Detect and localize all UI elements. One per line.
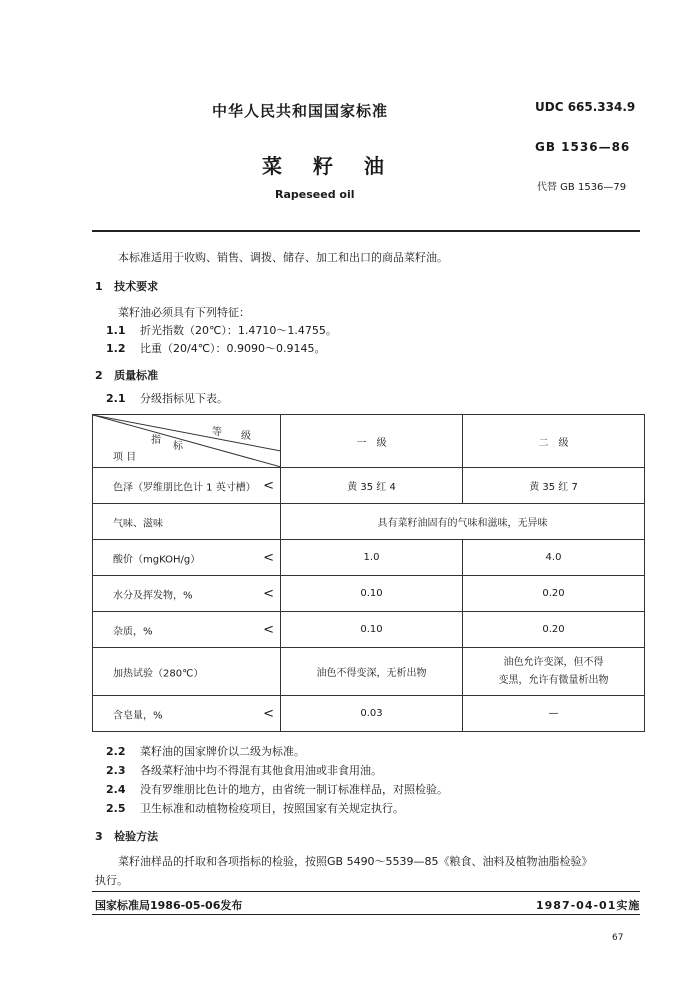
grade-1-value: 0.10 [281, 576, 463, 612]
row-item: 杂质，% [113, 626, 153, 637]
grade-2-value-line: 变黑，允许有微量析出物 [498, 674, 609, 686]
grade-1-value: 油色不得变深，无析出物 [281, 648, 463, 696]
clause-text: 比重（20/4℃）：0.9090～0.9145。 [140, 342, 326, 355]
clause-text: 菜籽油的国家牌价以二级为标准。 [140, 745, 305, 758]
section-title: 检验方法 [114, 830, 159, 843]
table-row [93, 504, 645, 540]
clause-number: 1.1 [106, 324, 126, 337]
clause-2-5 [106, 800, 404, 816]
header-grade-1: 一 级 [281, 415, 463, 468]
table-row [93, 540, 645, 576]
header-grade-2: 二 级 [463, 415, 645, 468]
grade-table [92, 414, 645, 732]
header-divider [92, 230, 640, 232]
page-number: 67 [612, 933, 624, 943]
clause-2-3 [106, 762, 382, 778]
less-than-sign: < [263, 550, 274, 565]
row-item: 气味、滋味 [113, 518, 163, 529]
clause-text: 折光指数（20℃）：1.4710～1.4755。 [140, 324, 337, 337]
grade-2-value: — [463, 696, 645, 732]
table-row [93, 612, 645, 648]
table-row [93, 468, 645, 504]
clause-text: 各级菜籽油中均不得混有其他食用油或非食用油。 [140, 764, 382, 777]
section-3-text-line-2: 执行。 [95, 874, 128, 887]
table-row [93, 696, 645, 732]
row-item: 加热试验（280℃） [113, 668, 204, 679]
header-label-deng: 等 [212, 427, 222, 438]
replaces-note: 代替 GB 1536—79 [537, 182, 627, 193]
grade-2-value-line: 油色允许变深，但不得 [503, 656, 604, 668]
header-label-xiangmu: 项 目 [113, 452, 137, 463]
section-title: 质量标准 [114, 369, 159, 382]
clause-number: 1.2 [106, 342, 126, 355]
grade-1-value: 0.03 [281, 696, 463, 732]
header-label-ji: 级 [241, 431, 251, 442]
table-row [93, 648, 645, 696]
less-than-sign: < [263, 478, 274, 493]
effective-date: 1987-04-01实施 [536, 899, 641, 912]
row-item-cell [93, 576, 281, 612]
row-item: 水分及挥发物，% [113, 590, 193, 601]
section-1-heading [95, 278, 158, 294]
less-than-sign: < [263, 622, 274, 637]
row-item: 色泽（罗维朋比色计 1 英寸槽） [113, 482, 256, 493]
clause-number: 2.2 [106, 745, 126, 758]
grade-1-value: 黄 35 红 4 [281, 468, 463, 504]
scope-text: 本标准适用于收购、销售、调拨、储存、加工和出口的商品菜籽油。 [118, 251, 448, 264]
section-3-text-line-1: 菜籽油样品的扦取和各项指标的检验，按照GB 5490～5539—85《粮食、油料及植物油脂检验》 [118, 855, 593, 868]
row-item-cell [93, 468, 281, 504]
clause-1-1 [106, 322, 337, 338]
clause-1-2 [106, 340, 326, 356]
section-number: 2 [95, 369, 103, 382]
header-label-zhi: 指 [151, 435, 161, 446]
section-1-lead: 菜籽油必须具有下列特征： [118, 306, 250, 319]
header-diagonal-cell [93, 415, 281, 468]
grade-2-value: 黄 35 红 7 [463, 468, 645, 504]
row-item-cell [93, 612, 281, 648]
footer-divider-bottom [92, 914, 640, 915]
row-item-cell [93, 648, 281, 696]
clause-number: 2.1 [106, 392, 126, 405]
row-item-cell [93, 696, 281, 732]
less-than-sign: < [263, 706, 274, 721]
header-label-biao: 标 [173, 441, 183, 452]
grade-2-value: 0.20 [463, 576, 645, 612]
grade-1-value: 1.0 [281, 540, 463, 576]
merged-value: 具有菜籽油固有的气味和滋味，无异味 [281, 504, 645, 540]
issue-date: 国家标准局1986-05-06发布 [95, 899, 243, 912]
grade-2-value [463, 648, 645, 696]
clause-2-1 [106, 390, 228, 406]
page-title: 菜 籽 油 [262, 154, 396, 178]
section-title: 技术要求 [114, 280, 159, 293]
table-row [93, 576, 645, 612]
clause-2-2 [106, 743, 305, 759]
section-2-heading [95, 367, 158, 383]
grade-2-value: 4.0 [463, 540, 645, 576]
clause-text: 卫生标准和动植物检疫项目，按照国家有关规定执行。 [140, 802, 404, 815]
clause-number: 2.3 [106, 764, 126, 777]
clause-text: 没有罗维朋比色计的地方，由省统一制订标准样品，对照检验。 [140, 783, 448, 796]
grade-2-value: 0.20 [463, 612, 645, 648]
row-item-cell [93, 540, 281, 576]
section-number: 1 [95, 280, 103, 293]
grade-1-value: 0.10 [281, 612, 463, 648]
row-item: 含皂量，% [113, 710, 163, 721]
section-number: 3 [95, 830, 103, 843]
less-than-sign: < [263, 586, 274, 601]
table-header-row [93, 415, 645, 468]
clause-number: 2.4 [106, 783, 126, 796]
section-3-heading [95, 828, 158, 844]
page-title-english: Rapeseed oil [275, 188, 355, 201]
row-item-cell [93, 504, 281, 540]
gb-number: GB 1536—86 [535, 140, 631, 154]
footer-divider-top [92, 891, 640, 892]
clause-number: 2.5 [106, 802, 126, 815]
row-item: 酸价（mgKOH/g） [113, 554, 201, 565]
clause-2-4 [106, 781, 448, 797]
standard-name: 中华人民共和国国家标准 [212, 102, 389, 120]
clause-text: 分级指标见下表。 [140, 392, 228, 405]
udc-code: UDC 665.334.9 [535, 100, 636, 114]
